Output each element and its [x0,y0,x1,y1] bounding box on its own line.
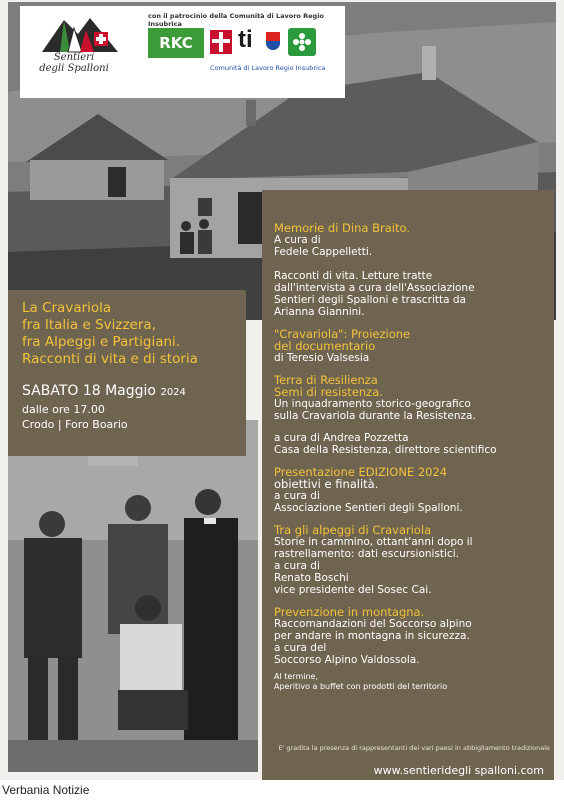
section-1-line: Fedele Cappelletti. [274,246,373,258]
photo-partisans [8,420,258,772]
section-1-paragraph: Arianna Giannini. [274,306,365,318]
section-6-line: a cura del [274,642,327,654]
section-5-line: Storie in cammino, ottant'anni dopo il [274,536,473,548]
title-line-3: fra Alpeggi e Partigiani. [22,334,181,350]
section-3-title: Semi di resistenza. [274,385,383,399]
section-2-title: del documentario [274,339,376,353]
title-line-2: fra Italia e Svizzera, [22,317,156,333]
section-1-line: A cura di [274,234,321,246]
title-line-1: La Cravariola [22,300,112,316]
section-1-title: Memorie di Dina Braito. [274,221,410,235]
section-6-line: Soccorso Alpino Valdossola. [274,654,420,666]
section-6-title: Prevenzione in montagna. [274,605,425,619]
section-3-line: Casa della Resistenza, direttore scientifico [274,444,497,456]
event-title-box [8,290,246,456]
section-6-line: Raccomandazioni del Soccorso alpino [274,618,472,630]
logo-line-1: Sentieri [53,52,95,63]
section-3-line: Un inquadramento storico-geografico [274,398,471,410]
event-time: dalle ore 17.00 [22,403,105,416]
ticino-logo: ti [238,26,253,53]
section-3-title: Terra di Resilienza [274,373,378,387]
event-date-day: SABATO 18 Maggio [22,383,156,399]
piemonte-flag-icon [210,30,232,54]
patronage-text: con il patrocinio della Comunità di Lavoro Regio Insubrica [148,12,324,28]
section-1-paragraph: Racconti di vita. Letture tratte [274,270,433,282]
section-3-line: a cura di Andrea Pozzetta [274,432,409,444]
header-logos [20,6,345,98]
section-5-line: rastrellamento: dati escursionistici. [274,548,459,560]
section-4-subtitle: obiettivi e finalità. [274,477,379,491]
event-date-year: 2024 [160,387,186,398]
event-place: Crodo | Foro Boario [22,418,128,431]
website-url: www.sentieridegli spalloni.com [373,764,544,777]
comunita-text: Comunità di Lavoro Regio Insubrica [210,64,326,72]
kkc-logo: RKC [148,28,204,58]
section-5-title: Tra gli alpeggi di Cravariola [274,523,432,537]
section-5-line: vice presidente del Sosec Cai. [274,584,432,596]
section-4-title: Presentazione EDIZIONE 2024 [274,465,448,479]
section-5-line: a cura di [274,560,320,572]
title-line-4: Racconti di vita e di storia [22,351,198,367]
section-4-line: a cura di [274,490,320,502]
section-1-paragraph: dall'intervista a cura dell'Associazione [274,282,475,294]
event-title [22,300,232,368]
closing-line: Aperitivo a buffet con prodotti del territorio [274,682,448,691]
section-5-line: Renato Boschi [274,572,349,584]
section-4-line: Associazione Sentieri degli Spalloni. [274,502,463,514]
sentieri-logo-text [34,52,114,74]
section-6-line: per andare in montagna in sicurezza. [274,630,470,642]
section-1-paragraph: Sentieri degli Spalloni e trascritta da [274,294,466,306]
logo-line-2: degli Spalloni [39,63,109,74]
event-date [22,382,232,402]
ticino-shield-icon [266,32,280,50]
program-box [262,190,554,780]
dress-code-note: E' gradita la presenza di rappresentanti dei vari paesi in abbigliamento tradizionale [278,744,550,752]
section-2-title: "Cravariola": Proiezione [274,327,411,341]
lombardia-logo-icon [288,28,316,56]
closing-line: Al termine, [274,672,318,681]
section-2-line: di Teresio Valsesia [274,352,370,364]
section-3-line: sulla Cravariola durante la Resistenza. [274,410,476,422]
source-watermark: Verbania Notizie [2,783,90,797]
